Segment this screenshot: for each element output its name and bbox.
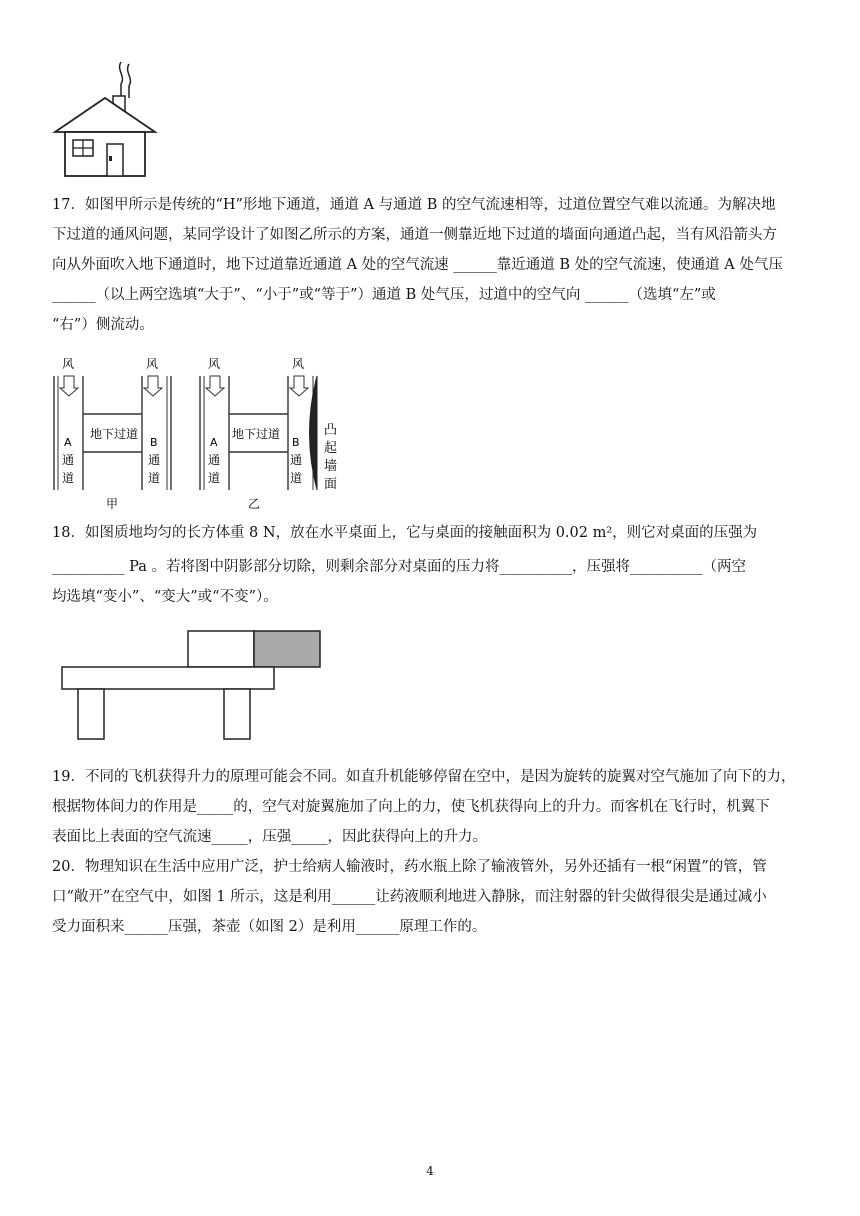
q17-line: “右”）侧流动。 [52, 317, 154, 333]
q20-line: 受力面积来______压强，茶壶（如图 2）是利用______原理工作的。 [52, 919, 487, 935]
question-18 [52, 518, 814, 612]
channel-b-text: 通 [290, 453, 303, 467]
channel-b-text: 道 [148, 471, 161, 485]
wind-label: 风 [292, 357, 305, 371]
figure-label-jia: 甲 [106, 497, 119, 511]
q19-line: 表面比上表面的空气流速_____，压强_____，因此获得向上的升力。 [52, 829, 487, 845]
q18-line: __________ Pa 。若将图中阴影部分切除，则剩余部分对桌面的压力将__________，压强将__________（两空 [52, 559, 746, 575]
wind-label: 风 [208, 357, 221, 371]
block-remaining [188, 631, 254, 667]
underground-passage-figure [50, 354, 350, 514]
table-leg [224, 689, 250, 739]
question-20 [52, 852, 814, 942]
corridor-label: 地下过道 [232, 427, 281, 441]
wind-label: 风 [146, 357, 159, 371]
channel-b-letter: B [150, 436, 158, 449]
question-19 [52, 762, 814, 852]
channel-a-text: 通 [208, 453, 221, 467]
figure-yi [200, 357, 337, 511]
figure-label-yi: 乙 [248, 497, 261, 511]
q20-line: 20．物理知识在生活中应用广泛，护士给病人输液时，药水瓶上除了输液管外，另外还插有一根“闲置”的管，管 [52, 859, 767, 875]
q17-line: 下过道的通风问题，某同学设计了如图乙所示的方案，通道一侧靠近地下过道的墙面向通道凸起，当有风沿箭头方 [52, 227, 777, 243]
wall-label: 起 [324, 441, 338, 456]
channel-a-text: 道 [62, 471, 75, 485]
channel-b-letter: B [292, 436, 300, 449]
table-leg [78, 689, 104, 739]
q19-line: 19．不同的飞机获得升力的原理可能会不同。如直升机能够停留在空中，是因为旋转的旋翼对空气施加了向下的力， [52, 769, 796, 785]
tabletop [62, 667, 274, 689]
q20-line: 口“敞开”在空气中，如图 1 所示，这是利用______让药液顺利地进入静脉，而注射器的针尖做得很尖是通过减小 [52, 889, 767, 905]
table-block-figure [58, 628, 328, 744]
channel-a-letter: A [210, 436, 218, 449]
figure-jia [54, 357, 171, 511]
corridor-label: 地下过道 [90, 427, 139, 441]
wall-label: 墙 [324, 459, 338, 474]
page-number: 4 [426, 1164, 434, 1178]
q17-line: 向从外面吹入地下通道时，地下过道靠近通道 A 处的空气流速 ______靠近通道 B 处的空气流速，使通道 A 处气压 [52, 257, 783, 273]
wind-label: 风 [62, 357, 75, 371]
q18-line: 均选填“变小”、“变大”或“不变”）。 [52, 589, 278, 605]
channel-a-text: 通 [62, 453, 75, 467]
house-figure [50, 58, 160, 178]
q17-line: ______（以上两空选填“大于”、“小于”或“等于”）通道 B 处气压，过道中的空气向 ______（选填“左”或 [52, 287, 716, 303]
channel-b-text: 道 [290, 471, 303, 485]
q19-line: 根据物体间力的作用是_____的，空气对旋翼施加了向上的力，使飞机获得向上的升力。而客机在飞行时，机翼下 [52, 799, 770, 815]
channel-b-text: 通 [148, 453, 161, 467]
block-shaded-part [254, 631, 320, 667]
question-17 [52, 190, 814, 340]
channel-a-text: 道 [208, 471, 221, 485]
wall-label: 面 [324, 477, 338, 492]
q17-line: 17．如图甲所示是传统的“H”形地下通道，通道 A 与通道 B 的空气流速相等，过道位置空气难以流通。为解决地 [52, 197, 776, 213]
q18-line: 18．如图质地均匀的长方体重 8 N，放在水平桌面上，它与桌面的接触面积为 0.02 m²，则它对桌面的压强为 [52, 525, 758, 541]
wall-label: 凸 [324, 423, 338, 438]
channel-a-letter: A [64, 436, 72, 449]
